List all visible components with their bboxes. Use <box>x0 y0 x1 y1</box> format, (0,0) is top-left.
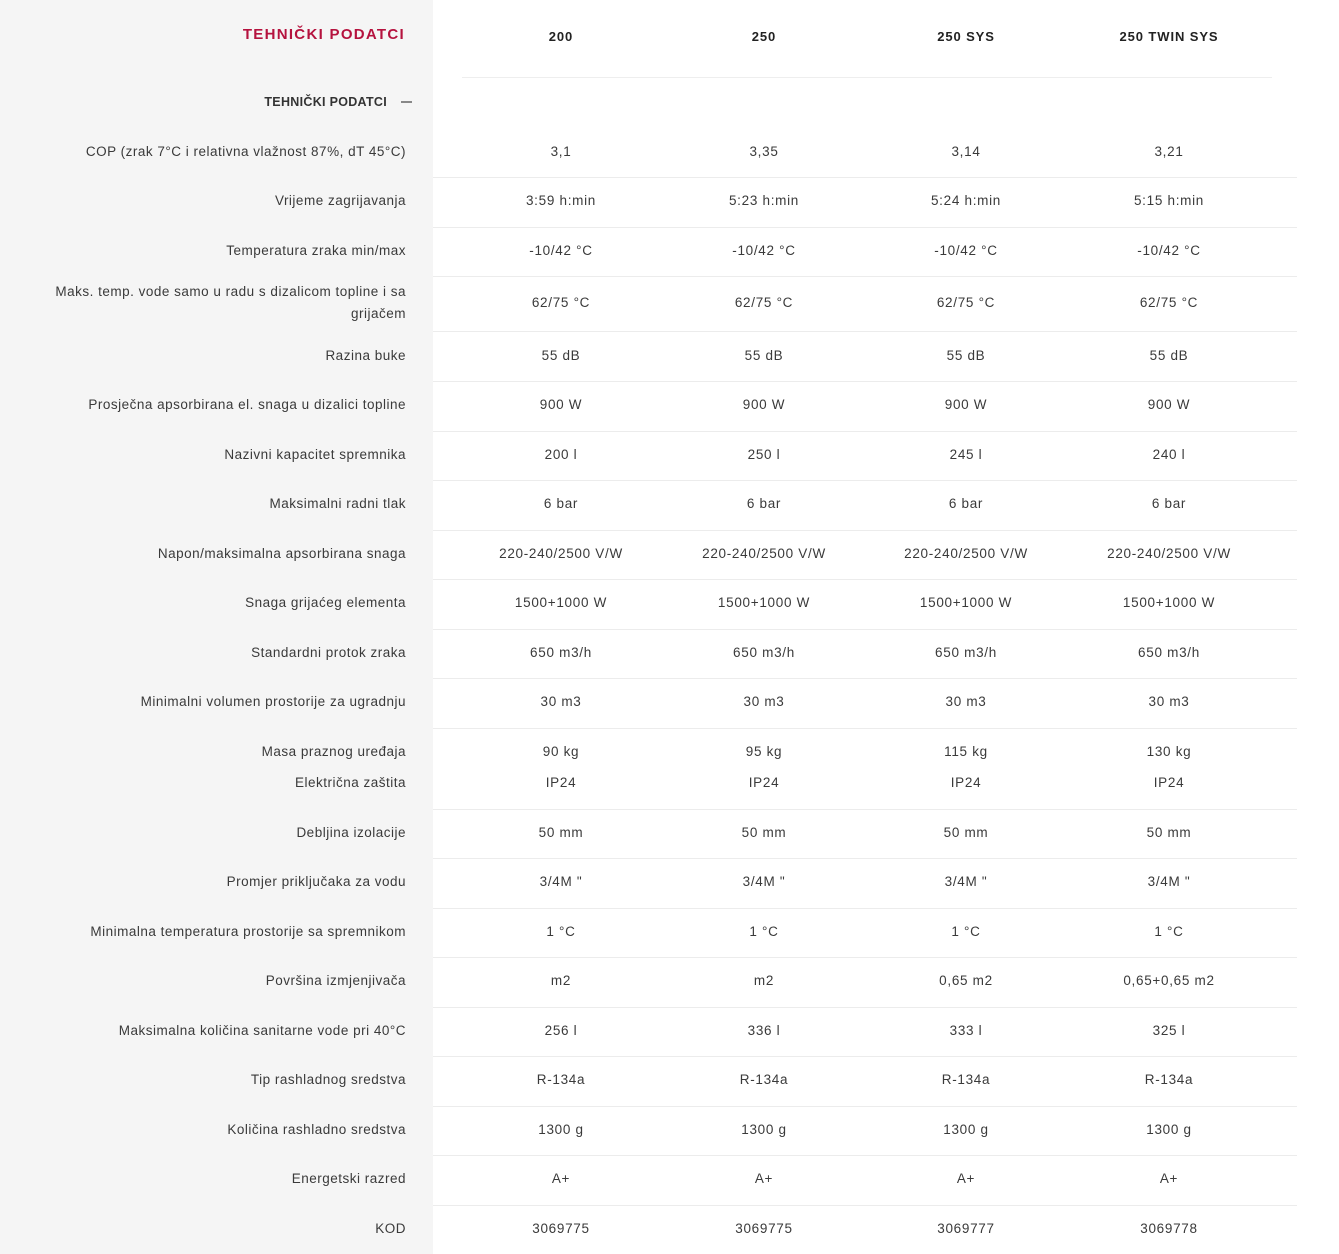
divider-line <box>433 678 1297 679</box>
table-cell: 5:24 h:min <box>930 193 1002 208</box>
table-cell: 5:23 h:min <box>728 193 800 208</box>
table-cell: 3069775 <box>735 1221 793 1236</box>
table-cell: 1300 g <box>538 1122 584 1137</box>
table-cell: 900 W <box>539 397 583 412</box>
table-cell: R-134a <box>1144 1072 1194 1087</box>
table-cell: 0,65+0,65 m2 <box>1123 973 1215 988</box>
row-label: Snaga grijaćeg elementa <box>245 595 406 610</box>
divider-line <box>433 728 1297 729</box>
table-cell: 3/4M " <box>1147 874 1191 889</box>
table-cell: 62/75 °C <box>531 295 591 310</box>
row-label: Energetski razred <box>291 1171 406 1186</box>
table-cell: -10/42 °C <box>934 243 998 258</box>
row-label: Standardni protok zraka <box>251 645 406 660</box>
divider-line <box>433 530 1297 531</box>
table-cell: -10/42 °C <box>732 243 796 258</box>
table-cell: 3/4M " <box>944 874 988 889</box>
table-cell: 3/4M " <box>742 874 786 889</box>
row-label: Minimalna temperatura prostorije sa spremnikom <box>90 924 406 939</box>
table-cell: 900 W <box>944 397 988 412</box>
table-cell: 50 mm <box>943 825 989 840</box>
row-label: Prosječna apsorbirana el. snaga u dizalici topline <box>88 397 406 412</box>
row-label: Količina rashladno sredstva <box>227 1122 406 1137</box>
table-cell: 1500+1000 W <box>514 595 608 610</box>
table-cell: R-134a <box>941 1072 991 1087</box>
table-cell: 200 l <box>544 447 578 462</box>
table-cell: 30 m3 <box>1148 694 1190 709</box>
table-cell: 900 W <box>742 397 786 412</box>
divider-line <box>433 276 1297 277</box>
row-label: Minimalni volumen prostorije za ugradnju <box>140 694 406 709</box>
divider-line <box>433 431 1297 432</box>
row-label: Površina izmjenjivača <box>265 973 406 988</box>
table-cell: 55 dB <box>541 348 581 363</box>
row-label: Napon/maksimalna apsorbirana snaga <box>157 546 406 561</box>
row-label: Promjer priključaka za vodu <box>226 874 406 889</box>
table-cell: A+ <box>754 1171 774 1186</box>
divider-line <box>433 957 1297 958</box>
divider-line <box>433 1056 1297 1057</box>
row-label: Nazivni kapacitet spremnika <box>224 447 406 462</box>
divider-line <box>433 381 1297 382</box>
table-cell: 1300 g <box>1146 1122 1192 1137</box>
table-cell: R-134a <box>739 1072 789 1087</box>
table-cell: A+ <box>551 1171 571 1186</box>
row-label: Vrijeme zagrijavanja <box>274 193 406 208</box>
divider-line <box>433 1205 1297 1206</box>
table-cell: 650 m3/h <box>530 645 592 660</box>
row-label: Temperatura zraka min/max <box>226 243 406 258</box>
table-cell: 30 m3 <box>540 694 582 709</box>
table-cell: 6 bar <box>1151 496 1187 511</box>
table-cell: 55 dB <box>946 348 986 363</box>
table-cell: 1300 g <box>943 1122 989 1137</box>
divider-line <box>433 1106 1297 1107</box>
divider-line <box>433 908 1297 909</box>
table-cell: 3069775 <box>532 1221 590 1236</box>
column-header-250-sys: 250 SYS <box>937 29 995 44</box>
table-cell: 0,65 m2 <box>939 973 993 988</box>
table-cell: 650 m3/h <box>733 645 795 660</box>
table-cell: 1500+1000 W <box>717 595 811 610</box>
table-cell: 90 kg <box>542 744 580 759</box>
table-cell: 55 dB <box>1149 348 1189 363</box>
table-cell: 650 m3/h <box>1138 645 1200 660</box>
table-cell: 6 bar <box>543 496 579 511</box>
table-cell: 3:59 h:min <box>525 193 597 208</box>
table-cell: 3,35 <box>749 144 779 159</box>
table-cell: 30 m3 <box>743 694 785 709</box>
table-cell: 1 °C <box>1154 924 1184 939</box>
table-cell: -10/42 °C <box>1137 243 1201 258</box>
table-cell: IP24 <box>950 775 982 790</box>
row-label: Maksimalni radni tlak <box>269 496 406 511</box>
table-cell: 1 °C <box>749 924 779 939</box>
row-label: Debljina izolacije <box>296 825 406 840</box>
section-label: TEHNIČKI PODATCI <box>264 95 387 109</box>
table-cell: 50 mm <box>538 825 584 840</box>
table-cell: 3,1 <box>550 144 572 159</box>
table-cell: 3069777 <box>937 1221 995 1236</box>
divider-line <box>433 579 1297 580</box>
divider-line <box>433 1155 1297 1156</box>
table-cell: 95 kg <box>745 744 783 759</box>
table-cell: 6 bar <box>948 496 984 511</box>
table-cell: IP24 <box>748 775 780 790</box>
header-divider <box>462 77 1272 78</box>
table-cell: 3069778 <box>1140 1221 1198 1236</box>
table-cell: 3/4M " <box>539 874 583 889</box>
divider-line <box>433 331 1297 332</box>
table-cell: 240 l <box>1152 447 1186 462</box>
section-toggle[interactable] <box>0 95 412 109</box>
column-header-250: 250 <box>751 29 777 44</box>
row-label: Maksimalna količina sanitarne vode pri 40°C <box>118 1023 406 1038</box>
row-label: Tip rashladnog sredstva <box>250 1072 406 1087</box>
table-cell: 62/75 °C <box>734 295 794 310</box>
table-cell: 900 W <box>1147 397 1191 412</box>
table-cell: 3,21 <box>1154 144 1184 159</box>
page-title: TEHNIČKI PODATCI <box>242 26 405 43</box>
table-cell: m2 <box>550 973 572 988</box>
minus-icon[interactable] <box>401 101 412 103</box>
table-cell: IP24 <box>1153 775 1185 790</box>
table-cell: 55 dB <box>744 348 784 363</box>
divider-line <box>433 177 1297 178</box>
divider-line <box>433 227 1297 228</box>
table-cell: 650 m3/h <box>935 645 997 660</box>
table-cell: 220-240/2500 V/W <box>1107 546 1231 561</box>
divider-line <box>433 858 1297 859</box>
table-cell: 336 l <box>747 1023 781 1038</box>
divider-line <box>433 480 1297 481</box>
row-label: Razina buke <box>325 348 406 363</box>
table-cell: 62/75 °C <box>936 295 996 310</box>
table-cell: 220-240/2500 V/W <box>702 546 826 561</box>
table-cell: m2 <box>753 973 775 988</box>
table-cell: 130 kg <box>1146 744 1192 759</box>
table-cell: 333 l <box>949 1023 983 1038</box>
table-cell: 1500+1000 W <box>1122 595 1216 610</box>
table-cell: 220-240/2500 V/W <box>904 546 1028 561</box>
table-cell: 6 bar <box>746 496 782 511</box>
row-label: Maks. temp. vode samo u radu s dizalicom topline i sa grijačem <box>55 284 406 321</box>
table-cell: 50 mm <box>741 825 787 840</box>
table-cell: 115 kg <box>944 744 988 759</box>
table-cell: 5:15 h:min <box>1133 193 1205 208</box>
row-label: COP (zrak 7°C i relativna vlažnost 87%, dT 45°C) <box>85 144 406 159</box>
table-cell: 325 l <box>1152 1023 1186 1038</box>
divider-line <box>433 809 1297 810</box>
row-label: KOD <box>375 1221 406 1236</box>
table-cell: 245 l <box>949 447 983 462</box>
table-cell: 1 °C <box>546 924 576 939</box>
table-cell: 50 mm <box>1146 825 1192 840</box>
row-label: Električna zaštita <box>294 775 406 790</box>
divider-line <box>433 1007 1297 1008</box>
table-cell: 256 l <box>544 1023 578 1038</box>
row-label: Masa praznog uređaja <box>261 744 406 759</box>
table-cell: 30 m3 <box>945 694 987 709</box>
table-cell: 62/75 °C <box>1139 295 1199 310</box>
table-cell: A+ <box>1159 1171 1179 1186</box>
table-cell: R-134a <box>536 1072 586 1087</box>
table-cell: 220-240/2500 V/W <box>499 546 623 561</box>
table-cell: -10/42 °C <box>529 243 593 258</box>
table-cell: 3,14 <box>951 144 981 159</box>
table-cell: 1500+1000 W <box>919 595 1013 610</box>
table-cell: 1300 g <box>741 1122 787 1137</box>
table-cell: 1 °C <box>951 924 981 939</box>
table-cell: 250 l <box>747 447 781 462</box>
column-header-250-twin-sys: 250 TWIN SYS <box>1119 29 1219 44</box>
column-header-200: 200 <box>548 29 574 44</box>
table-cell: A+ <box>956 1171 976 1186</box>
label-panel <box>0 0 433 1254</box>
divider-line <box>433 629 1297 630</box>
table-cell: IP24 <box>545 775 577 790</box>
